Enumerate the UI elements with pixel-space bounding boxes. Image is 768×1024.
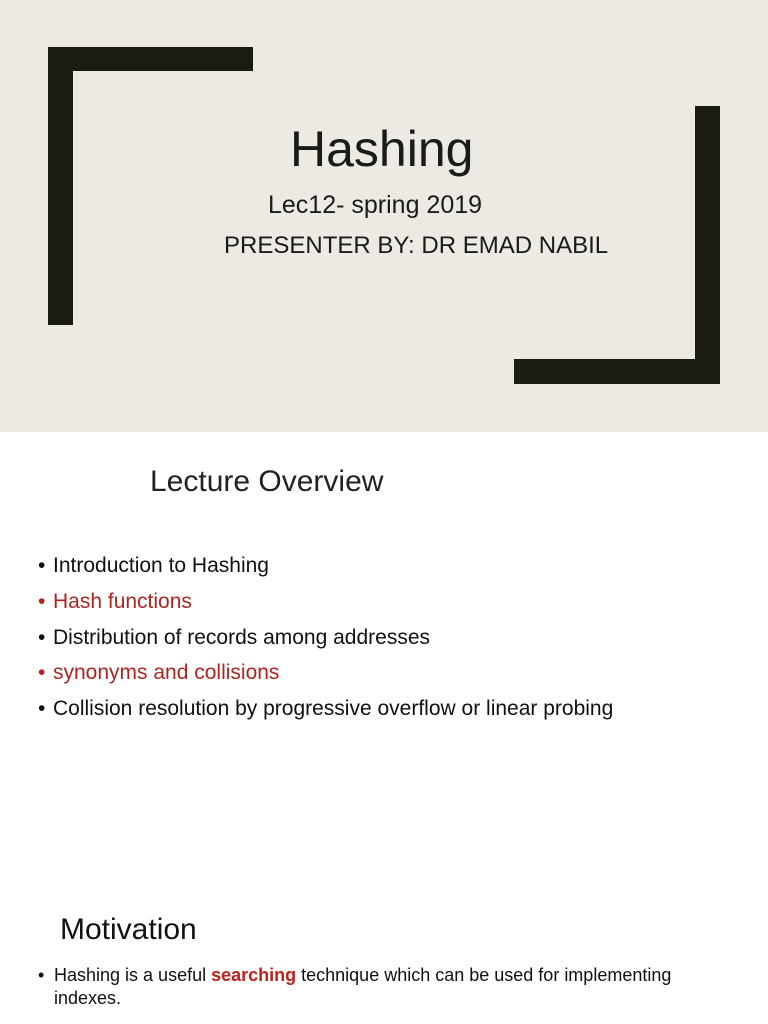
- slide-subtitle: Lec12- spring 2019: [268, 191, 483, 219]
- paragraph-text: Hashing is a useful: [54, 965, 212, 985]
- list-item-text: Introduction to Hashing: [53, 554, 269, 577]
- overview-heading: Lecture Overview: [150, 465, 384, 498]
- list-item-text: Hash functions: [53, 589, 192, 613]
- slide-title: Hashing: [290, 121, 474, 177]
- overview-list: [38, 548, 613, 727]
- bullet-icon: •: [38, 697, 46, 721]
- presenter-line: PRESENTER BY: DR EMAD NABIL: [224, 232, 609, 259]
- title-slide: [0, 0, 768, 432]
- bullet-icon: •: [38, 625, 46, 649]
- list-item: [38, 655, 613, 691]
- motivation-heading: Motivation: [60, 913, 197, 946]
- list-item: [38, 620, 613, 656]
- keyword-highlight: searching: [211, 965, 297, 985]
- list-item: [38, 691, 613, 727]
- bullet-icon: •: [38, 965, 45, 985]
- list-item-text: Distribution of records among addresses: [53, 625, 431, 649]
- motivation-paragraph: [38, 964, 758, 1010]
- list-item-text: Collision resolution by progressive overflow or linear probing: [53, 697, 614, 721]
- list-item: [38, 584, 613, 620]
- bullet-icon: •: [38, 589, 46, 613]
- motivation-slide: [0, 882, 768, 1024]
- bullet-icon: •: [38, 661, 46, 685]
- overview-slide: [0, 432, 768, 882]
- list-item: [38, 548, 613, 584]
- top-left-bracket-vertical: [48, 47, 73, 325]
- paragraph-text-line2: indexes.: [54, 988, 122, 1008]
- top-left-bracket-horizontal: [48, 47, 253, 71]
- paragraph-text: technique which can be used for implementing: [296, 965, 672, 985]
- list-item-text: synonyms and collisions: [53, 661, 280, 685]
- bottom-right-bracket-vertical: [695, 106, 720, 384]
- bottom-right-bracket-horizontal: [514, 359, 720, 384]
- bullet-icon: •: [38, 554, 46, 577]
